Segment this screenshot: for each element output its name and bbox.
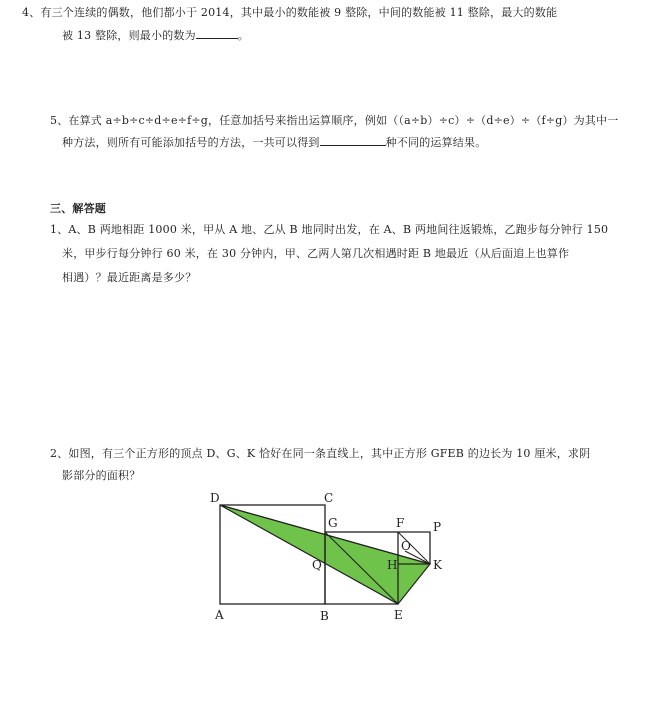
q5-line2-end: 种不同的运算结果。 <box>385 136 487 149</box>
q4-answer-blank <box>196 28 238 39</box>
p2-line2: 影部分的面积？ <box>62 469 141 482</box>
label-g: G <box>328 516 338 530</box>
label-b: B <box>320 609 329 623</box>
p2-line1: 2、如图，有三个正方形的顶点 D、G、K 恰好在同一条直线上，其中正方形 GFEB 的边长为 10 厘米，求阴 <box>50 447 591 460</box>
p1-line2: 米，甲步行每分钟行 60 米，在 30 分钟内，甲、乙两人第几次相遇时距 B 地最近（从后面追上也算作 <box>62 247 570 260</box>
label-c: C <box>324 491 334 505</box>
q4-line2-end: 。 <box>237 29 249 42</box>
label-e: E <box>394 608 403 622</box>
label-a: A <box>215 608 224 622</box>
q4-line2 <box>62 28 249 43</box>
label-q: Q <box>312 558 322 572</box>
section-title: 三、解答题 <box>50 202 106 215</box>
q5-line2-text: 种方法，则所有可能添加括号的方法，一共可以得到 <box>62 136 320 149</box>
q4-line1: 4、有三个连续的偶数，他们都小于 2014，其中最小的数能被 9 整除，中间的数能被 11 整除，最大的数能 <box>22 6 558 19</box>
label-o: O <box>401 539 411 553</box>
p1-line1: 1、A、B 两地相距 1000 米，甲从 A 地、乙从 B 地同时出发，在 A、B 两地间往返锻炼，乙跑步每分钟行 150 <box>50 223 609 236</box>
p1-line3: 相遇）？最近距离是多少？ <box>62 271 197 284</box>
q5-line2 <box>62 135 486 150</box>
label-f: F <box>396 516 405 530</box>
label-p: P <box>433 520 442 534</box>
q5-line1: 5、在算式 a÷b÷c÷d÷e÷f÷g，任意加括号来指出运算顺序，例如（（a÷b）÷c）÷（d÷e）÷（f÷g）为其中一 <box>50 114 619 127</box>
q5-answer-blank <box>320 135 386 146</box>
q4-line2-text: 被 13 整除，则最小的数为 <box>62 29 196 42</box>
label-k: K <box>433 558 442 572</box>
label-h: H <box>387 558 398 572</box>
label-d: D <box>210 491 220 505</box>
geometry-figure <box>200 485 460 630</box>
